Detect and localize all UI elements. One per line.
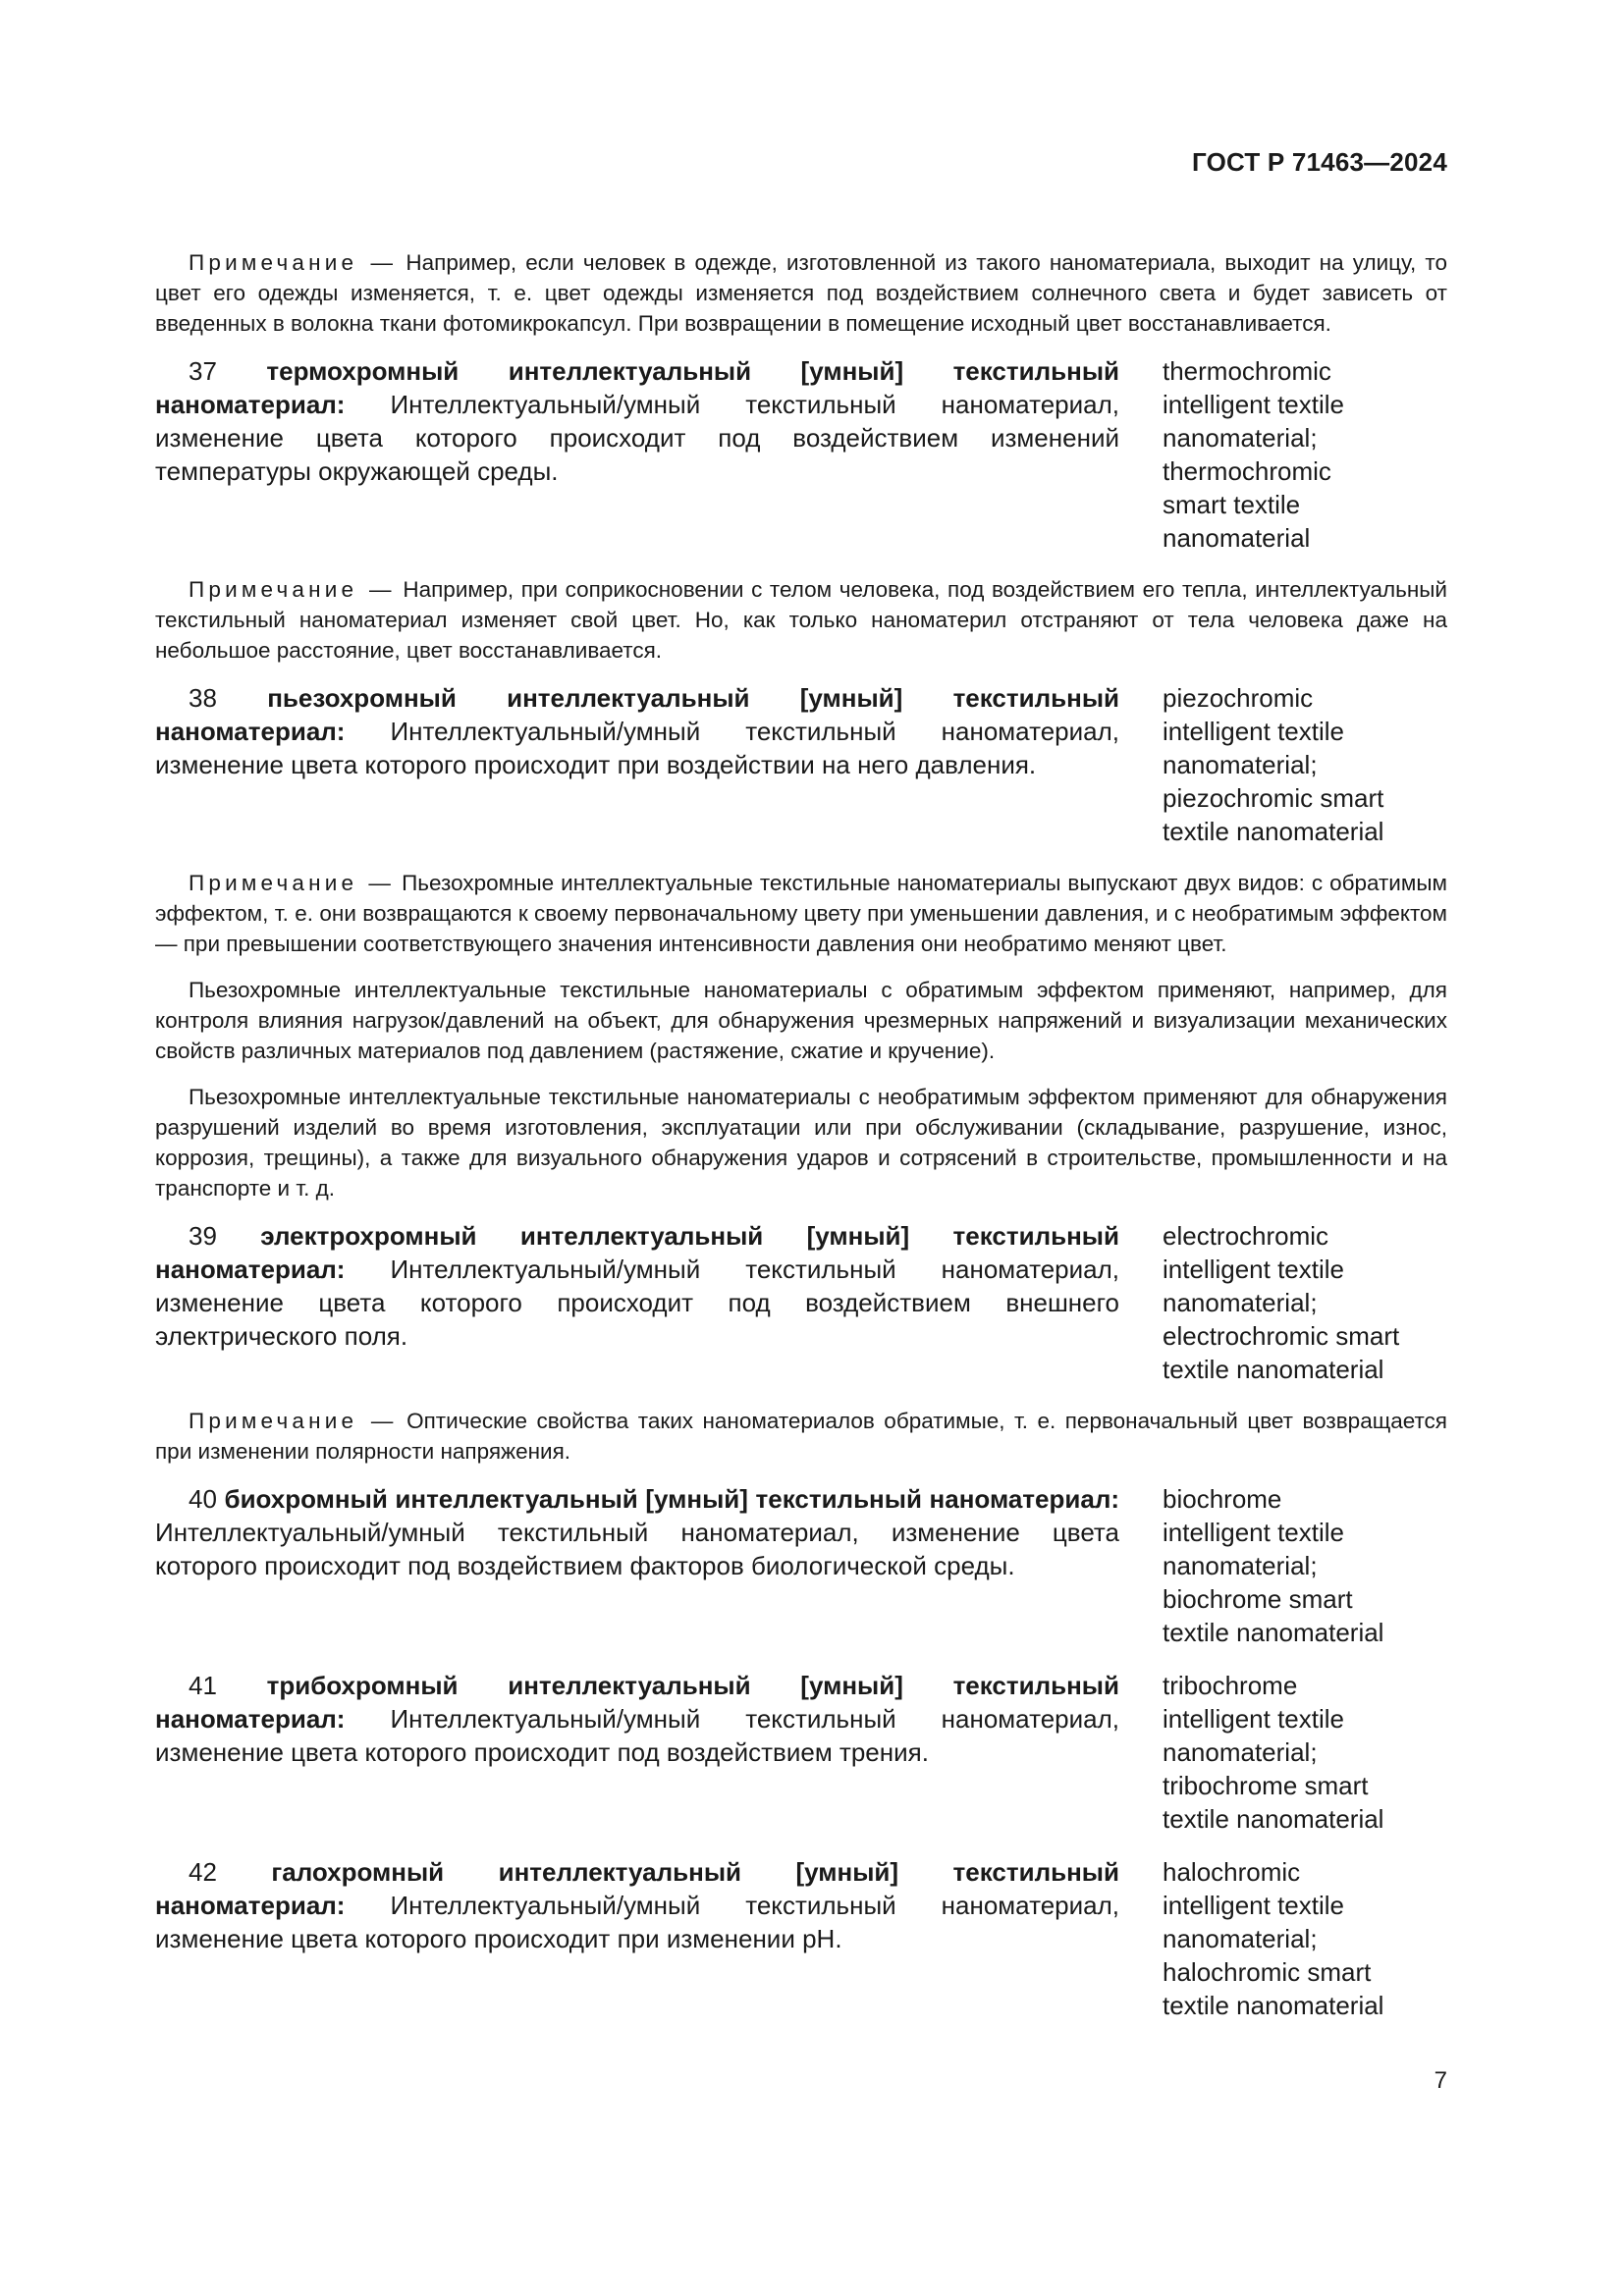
term-number: 39 [189, 1221, 217, 1251]
en-line: intelligent textile [1163, 390, 1344, 419]
en-line: thermochromic [1163, 456, 1331, 486]
en-line: thermochromic [1163, 356, 1331, 386]
term-title: электрохромный интеллектуальный [умный] текстильный наноматериал: [155, 1221, 1119, 1284]
en-line: intelligent textile [1163, 1891, 1344, 1920]
term-number: 37 [189, 356, 217, 386]
en-line: electrochromic [1163, 1221, 1329, 1251]
en-line: intelligent textile [1163, 1518, 1344, 1547]
note [155, 574, 1447, 666]
en-line: nanomaterial; [1163, 1551, 1318, 1580]
term-definition-text: Интеллектуальный/умный текстильный наноматериал, изменение цвета которого происходит под воздействием трения. [155, 1704, 1119, 1767]
en-line: tribochrome [1163, 1671, 1298, 1700]
term-number: 38 [189, 683, 217, 713]
en-line: intelligent textile [1163, 1255, 1344, 1284]
term-definition [155, 1482, 1119, 1582]
en-line: nanomaterial; [1163, 1737, 1318, 1767]
en-line: textile nanomaterial [1163, 1618, 1384, 1647]
term-definition-text: Интеллектуальный/умный текстильный наноматериал, изменение цвета которого происходит под воздействием факторов биологической среды. [155, 1518, 1119, 1580]
en-line: tribochrome smart [1163, 1771, 1369, 1800]
note-text: Например, если человек в одежде, изготовленной из такого наноматериала, выходит на улицу, то цвет его одежды изменяется, т. е. цвет одежды изменяется под воздействием солнечного света и будет зависеть от введенных в волокна ткани фотомикрокапсул. При возвращении в помещение исходный цвет восстанавливается. [155, 250, 1447, 336]
english-equivalent [1163, 1219, 1447, 1386]
note-label: Примечание — [189, 871, 396, 895]
note-text: Пьезохромные интеллектуальные текстильные наноматериалы выпускают двух видов: с обратимым эффектом, т. е. они возвращаются к своему первоначальному цвету при уменьшении давления, и с необратимым эффектом — при превышении соответствующего значения интенсивности давления они необратимо меняют цвет. [155, 871, 1447, 956]
en-line: nanomaterial; [1163, 750, 1318, 779]
en-line: intelligent textile [1163, 1704, 1344, 1734]
en-line: piezochromic smart [1163, 783, 1384, 813]
note-paragraph: Пьезохромные интеллектуальные текстильные наноматериалы с необратимым эффектом применяют для обнаружения разрушений изделий во время изготовления, эксплуатации или при обслуживании (складывание, разрушение, износ, коррозия, трещины), а также для визуального обнаружения ударов и сотрясений в строительстве, промышленности и на транспорте и т. д. [155, 1085, 1447, 1201]
term-number: 42 [189, 1857, 217, 1887]
term-definition [155, 681, 1119, 781]
en-line: textile nanomaterial [1163, 1804, 1384, 1834]
term-title: трибохромный интеллектуальный [умный] текстильный наноматериал: [155, 1671, 1119, 1734]
term-entry-37 [155, 354, 1447, 555]
en-line: nanomaterial [1163, 523, 1311, 553]
en-line: nanomaterial; [1163, 423, 1318, 453]
term-title: биохромный интеллектуальный [умный] текстильный наноматериал: [224, 1484, 1119, 1514]
term-definition [155, 354, 1119, 488]
note-paragraph: Пьезохромные интеллектуальные текстильные наноматериалы с обратимым эффектом применяют, например, для контроля влияния нагрузок/давлений на объект, для обнаружения чрезмерных напряжений и визуализации механических свойств различных материалов под давлением (растяжение, сжатие и кручение). [155, 978, 1447, 1063]
term-definition-text: Интеллектуальный/умный текстильный наноматериал, изменение цвета которого происходит при воздействии на него давления. [155, 717, 1119, 779]
term-entry-40 [155, 1482, 1447, 1649]
note-label: Примечание — [189, 577, 396, 602]
en-line: halochromic [1163, 1857, 1301, 1887]
en-line: biochrome [1163, 1484, 1282, 1514]
note [155, 1406, 1447, 1467]
english-equivalent [1163, 1482, 1447, 1649]
english-equivalent [1163, 354, 1447, 555]
page-number: 7 [1434, 2067, 1447, 2094]
term-title: пьезохромный интеллектуальный [умный] текстильный наноматериал: [155, 683, 1119, 746]
en-line: electrochromic smart [1163, 1321, 1400, 1351]
term-definition-text: Интеллектуальный/умный текстильный наноматериал, изменение цвета которого происходит под воздействием внешнего электрического поля. [155, 1255, 1119, 1351]
note-text: Оптические свойства таких наноматериалов обратимые, т. е. первоначальный цвет возвращается при изменении полярности напряжения. [155, 1409, 1447, 1464]
term-entry-42 [155, 1855, 1447, 2022]
en-line: nanomaterial; [1163, 1924, 1318, 1953]
en-line: nanomaterial; [1163, 1288, 1318, 1317]
term-title: галохромный интеллектуальный [умный] текстильный наноматериал: [155, 1857, 1119, 1920]
en-line: textile nanomaterial [1163, 1355, 1384, 1384]
page-content [155, 247, 1447, 2042]
note-text: Например, при соприкосновении с телом человека, под воздействием его тепла, интеллектуальный текстильный наноматериал изменяет свой цвет. Но, как только наноматерил отстраняют от тела человека даже на небольшое расстояние, цвет восстанавливается. [155, 577, 1447, 663]
english-equivalent [1163, 1855, 1447, 2022]
term-definition [155, 1855, 1119, 1955]
term-definition [155, 1219, 1119, 1353]
en-line: intelligent textile [1163, 717, 1344, 746]
term-number: 41 [189, 1671, 217, 1700]
document-header: ГОСТ Р 71463—2024 [1192, 147, 1447, 177]
en-line: textile nanomaterial [1163, 817, 1384, 846]
en-line: biochrome smart [1163, 1584, 1353, 1614]
term-entry-41 [155, 1669, 1447, 1836]
en-line: smart textile [1163, 490, 1301, 519]
term-entry-38 [155, 681, 1447, 848]
note-label: Примечание — [189, 1409, 398, 1433]
en-line: piezochromic [1163, 683, 1314, 713]
term-definition-text: Интеллектуальный/умный текстильный наноматериал, изменение цвета которого происходит при изменении pH. [155, 1891, 1119, 1953]
en-line: halochromic smart [1163, 1957, 1372, 1987]
term-number: 40 [189, 1484, 217, 1514]
note [155, 247, 1447, 339]
note [155, 868, 1447, 959]
english-equivalent [1163, 1669, 1447, 1836]
term-title: термохромный интеллектуальный [умный] текстильный наноматериал: [155, 356, 1119, 419]
term-definition [155, 1669, 1119, 1769]
english-equivalent [1163, 681, 1447, 848]
en-line: textile nanomaterial [1163, 1991, 1384, 2020]
note-label: Примечание — [189, 250, 398, 275]
term-definition-text: Интеллектуальный/умный текстильный наноматериал, изменение цвета которого происходит под воздействием изменений температуры окружающей среды. [155, 390, 1119, 486]
term-entry-39 [155, 1219, 1447, 1386]
